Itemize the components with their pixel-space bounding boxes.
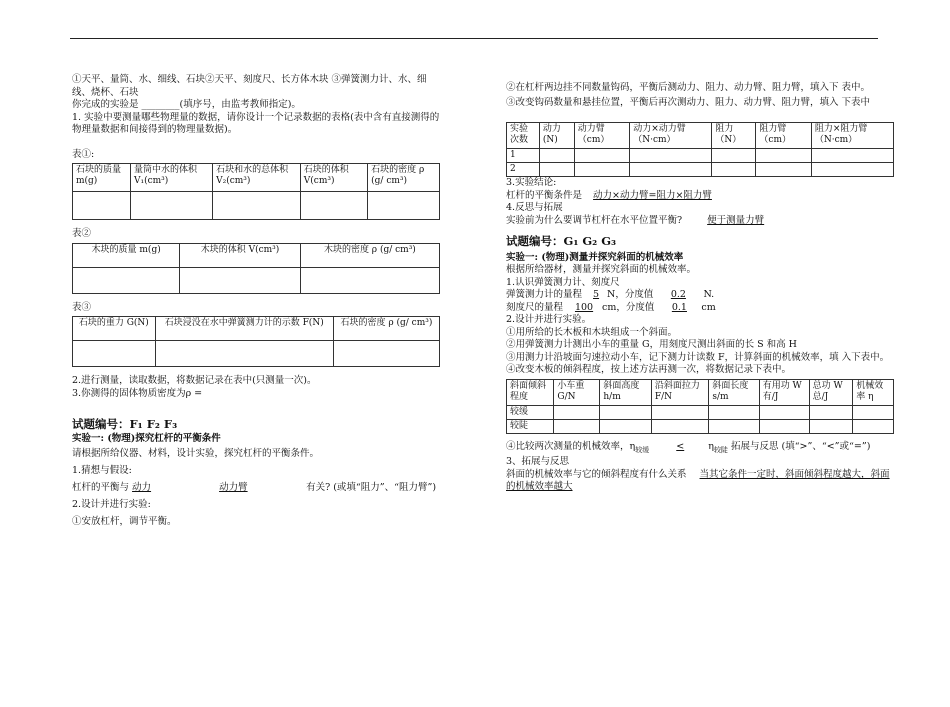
table-cell[interactable] [600, 419, 651, 433]
table1-header: 量筒中水的体积 V₁(cm³) [130, 164, 212, 192]
table-cell[interactable] [759, 405, 809, 419]
step2-text: 2.进行测量，读取数据，将数据记录在表中(只测量一次)。 [72, 375, 317, 386]
extension-answer[interactable]: 当其它条件一定时，斜面倾斜程度越大，斜面的机械效率越大 [506, 468, 890, 493]
row-index: 2 [507, 163, 540, 177]
slope-step1: ①用所给的长木板和木块组成一个斜面。 [506, 326, 678, 338]
table-cell[interactable] [539, 149, 574, 163]
lever-step3: ③改变钩码数量和悬挂位置，平衡后再次测动力、阻力、动力臂、阻力臂，填入 下表中 [506, 97, 871, 108]
table-cell[interactable] [651, 419, 709, 433]
slope-step3: ③用测力计沿坡面匀速拉动小车，记下测力计读数 F，计算斜面的机械效率，填 入下表中。 [506, 351, 890, 363]
compare-prefix: ④比较两次测量的机械效率，η [506, 440, 636, 452]
table-cell[interactable] [574, 149, 629, 163]
table-cell[interactable] [73, 341, 156, 367]
lever-header: 阻力（N） [712, 123, 756, 149]
table-cell[interactable] [300, 192, 367, 220]
table-cell[interactable] [130, 192, 212, 220]
table-cell[interactable] [651, 405, 709, 419]
slope-header: 有用功 W有/J [759, 379, 809, 405]
table-cell[interactable] [73, 267, 180, 293]
lever-exp-title: 实验一: (物理)探究杠杆的平衡条件 [72, 432, 221, 444]
code-title-g: 试题编号：G₁ G₂ G₃ [506, 234, 617, 248]
spring-division-value[interactable]: 0.2 [670, 289, 686, 300]
table1-header: 石块和水的总体积 V₂(cm³) [213, 164, 301, 192]
lever-intro: 请根据所给仪器、材料，设计实验，探究杠杆的平衡条件。 [72, 448, 320, 459]
table-cell[interactable] [811, 149, 893, 163]
conclusion-answer[interactable]: 动力×动力臂=阻力×阻力臂 [593, 189, 712, 201]
table-cell[interactable] [630, 149, 712, 163]
table-cell[interactable] [574, 163, 629, 177]
row-label: 较陡 [507, 419, 554, 433]
design-heading: 2.设计并进行实验: [72, 499, 151, 510]
right-column [506, 80, 894, 494]
ruler-division-label: cm，分度值 [602, 301, 655, 313]
step3-text: 3.你测得的固体物质密度为ρ = [72, 387, 203, 399]
spring-division-label: N，分度值 [607, 289, 654, 300]
reflection-answer[interactable]: 便于测量力臂 [707, 214, 765, 226]
table-cell[interactable] [809, 405, 853, 419]
guess-prefix: 杠杆的平衡与 [72, 482, 130, 493]
table3-header: 石块的密度 ρ (g/ cm³) [333, 317, 439, 341]
conclusion-prefix: 杠杆的平衡条件是 [506, 189, 583, 201]
table-cell[interactable] [709, 405, 759, 419]
table3-label: 表③ [72, 301, 92, 313]
slope-header: 斜面长度 s/m [709, 379, 759, 405]
table-cell[interactable] [712, 163, 756, 177]
guess-suffix: 有关? (或填“阻力”、“阻力臂”) [306, 482, 437, 493]
spring-range-label: 弹簧测力计的量程 [506, 289, 583, 300]
table-cell[interactable] [712, 149, 756, 163]
table-cell[interactable] [811, 163, 893, 177]
compare-suffix: 拓展与反思 (填“>”、“<”或“=”) [730, 440, 871, 452]
reflection-heading: 4.反思与拓展 [506, 202, 563, 213]
table1-header: 石块的密度 ρ (g/ cm³) [368, 164, 440, 192]
materials-text: ①天平、量筒、水、细线、石块②天平、刻度尺、长方体木块 ③弹簧测力计、水、细线、烧杯、石块 [72, 74, 427, 98]
table-cell[interactable] [630, 163, 712, 177]
slope-header: 沿斜面拉力 F/N [651, 379, 709, 405]
guess-heading: 1.猜想与假设: [72, 465, 132, 476]
spring-range-line [506, 289, 894, 302]
guess-answer-a[interactable]: 动力 [132, 482, 152, 493]
ruler-division-value[interactable]: 0.1 [671, 301, 687, 313]
compare-line [506, 440, 894, 457]
compare-answer[interactable]: < [676, 440, 685, 452]
slope-design-heading: 2.设计并进行实验。 [506, 314, 592, 325]
extension-line [506, 469, 894, 494]
slope-step4: ④改变木板的倾斜程度，按上述方法再测一次，将数据记录下表中。 [506, 364, 792, 375]
slope-header: 斜面高度 h/m [600, 379, 651, 405]
lever-header: 实验次数 [507, 123, 540, 149]
conclusion-line [506, 190, 894, 203]
table-2 [72, 243, 440, 294]
table1-label: 表①: [72, 148, 95, 160]
row-index: 1 [507, 149, 540, 163]
table3-header: 石块浸没在水中弹簧测力计的示数 F(N) [155, 317, 333, 341]
lever-step2: ②在杠杆两边挂不同数量钩码，平衡后测动力、阻力、动力臂、阻力臂，填入下 表中。 [506, 82, 871, 93]
table-cell[interactable] [213, 192, 301, 220]
code-title-f: 试题编号：F₁ F₂ F₃ [72, 417, 178, 431]
table2-label: 表② [72, 228, 92, 239]
conclusion-heading: 3.实验结论: [506, 177, 557, 188]
compare-eta: η [708, 440, 714, 452]
guess-answer-b[interactable]: 动力臂 [219, 482, 248, 493]
table-cell[interactable] [809, 419, 853, 433]
table-cell[interactable] [853, 419, 894, 433]
slope-exp-title: 实验一: (物理)测量并探究斜面的机械效率 [506, 251, 684, 263]
table-cell[interactable] [554, 419, 600, 433]
table-cell[interactable] [759, 419, 809, 433]
table-cell[interactable] [709, 419, 759, 433]
table2-header: 木块的密度 ρ (g/ cm³) [300, 243, 439, 267]
table-cell[interactable] [756, 149, 811, 163]
table-cell[interactable] [756, 163, 811, 177]
table-3 [72, 316, 440, 367]
lever-header: 动力 (N) [539, 123, 574, 149]
slope-step2: ②用弹簧测力计测出小车的重量 G，用刻度尺测出斜面的长 S 和高 H [506, 339, 797, 350]
guess-line [72, 479, 440, 496]
extension-heading: 3、拓展与反思 [506, 456, 570, 468]
know-heading: 1.认识弹簧测力计、刻度尺 [506, 276, 620, 288]
slope-header: 机械效率 η [853, 379, 894, 405]
slope-header: 斜面倾斜程度 [507, 379, 554, 405]
table1-header: 石块的体积 V(cm³) [300, 164, 367, 192]
slope-intro: 根据所给器材，测量并探究斜面的机械效率。 [506, 264, 697, 275]
ruler-unit: cm [701, 301, 716, 313]
table-cell[interactable] [155, 341, 333, 367]
extension-question: 斜面的机械效率与它的倾斜程度有什么关系 [506, 468, 687, 480]
lever-header: 阻力臂（cm） [756, 123, 811, 149]
header-rule [70, 38, 878, 39]
table2-header: 木块的体积 V(cm³) [180, 243, 300, 267]
lever-header: 阻力×阻力臂（N·cm） [811, 123, 893, 149]
task-text: 1. 实验中要测量哪些物理量的数据，请你设计一个记录数据的表格(表中含有直接测得的物理量数据和间接得到的物理量数据)。 [72, 111, 440, 135]
reflection-line [506, 215, 894, 228]
ruler-range-label: 刻度尺的量程 [506, 301, 564, 313]
lever-table [506, 122, 894, 177]
ruler-range-line [506, 302, 894, 315]
table-cell[interactable] [853, 405, 894, 419]
table-cell[interactable] [554, 405, 600, 419]
reflection-question: 实验前为什么要调节杠杆在水平位置平衡? [506, 214, 683, 226]
slope-table [506, 379, 894, 434]
choice-text: 你完成的实验是 ________(填序号，由监考教师指定)。 [72, 99, 301, 110]
compare-sub-steep: 较陡 [713, 445, 728, 454]
table-cell[interactable] [180, 267, 300, 293]
table2-header: 木块的质量 m(g) [73, 243, 180, 267]
design-step1: ①安放杠杆，调节平衡。 [72, 516, 177, 527]
slope-header: 总功 W总/J [809, 379, 853, 405]
table-cell[interactable] [600, 405, 651, 419]
spring-unit: N. [703, 289, 715, 300]
ruler-range-value[interactable]: 100 [574, 301, 594, 313]
table-cell[interactable] [333, 341, 439, 367]
slope-header: 小车重 G/N [554, 379, 600, 405]
table-cell[interactable] [73, 192, 131, 220]
left-column [72, 74, 440, 530]
row-label: 较缓 [507, 405, 554, 419]
table1-header: 石块的质量 m(g) [73, 164, 131, 192]
table-cell[interactable] [539, 163, 574, 177]
lever-header: 动力×动力臂（N·cm） [630, 123, 712, 149]
lever-header: 动力臂（cm） [574, 123, 629, 149]
table-cell[interactable] [300, 267, 439, 293]
table-cell[interactable] [368, 192, 440, 220]
spring-range-value[interactable]: 5 [593, 289, 600, 300]
table3-header: 石块的重力 G(N) [73, 317, 156, 341]
compare-sub-gentle: 较缓 [635, 445, 650, 454]
table-1 [72, 163, 440, 220]
